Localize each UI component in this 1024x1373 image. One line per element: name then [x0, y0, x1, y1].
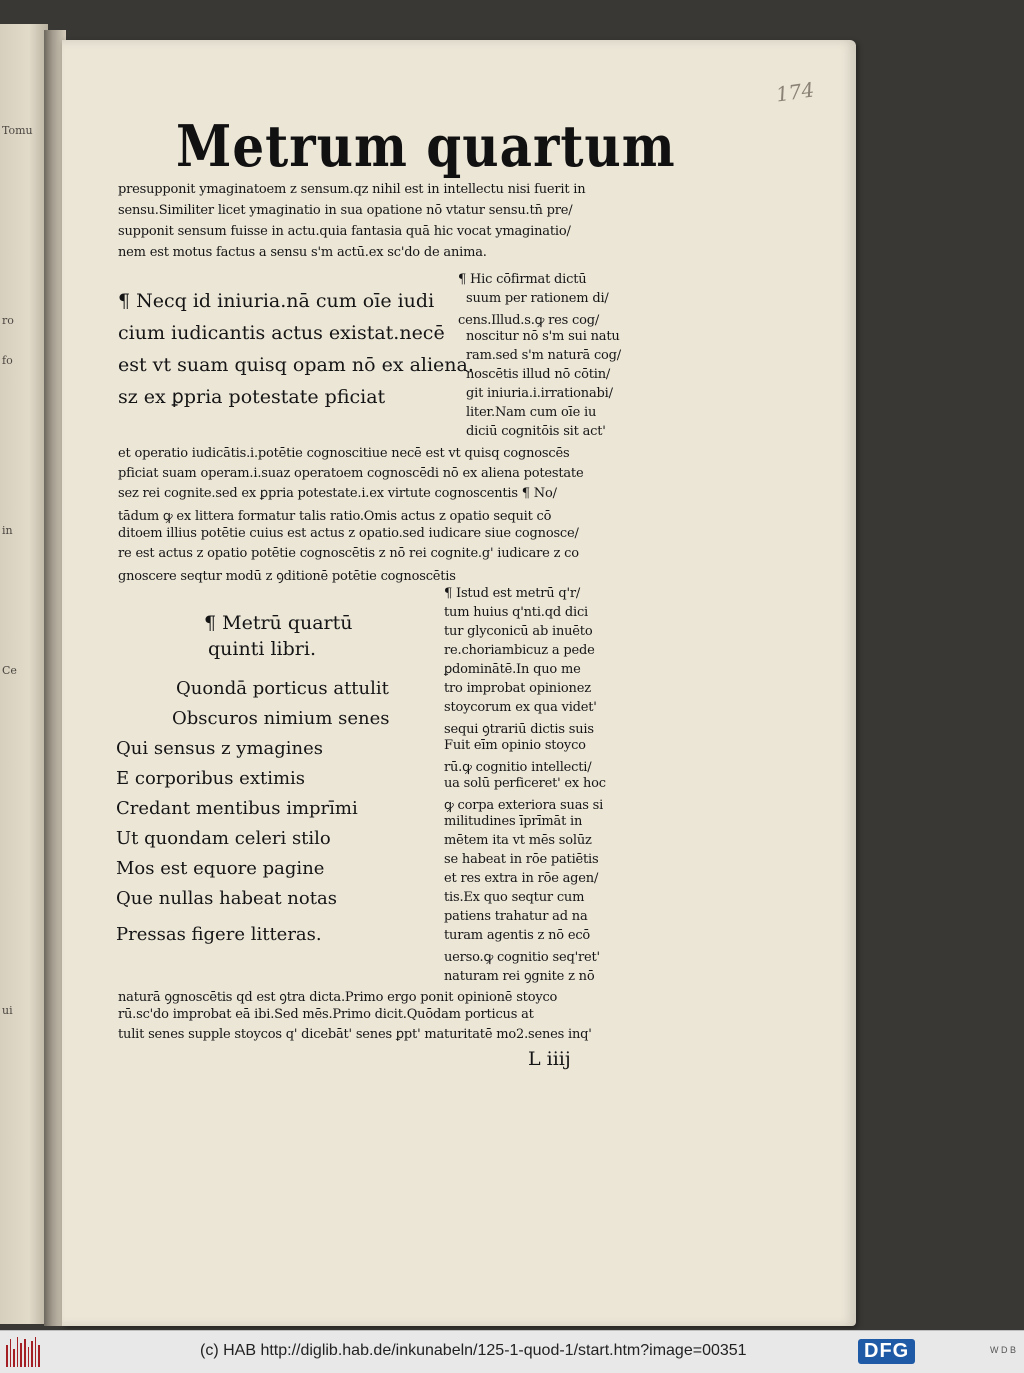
- wdb-label: W D B: [990, 1345, 1016, 1355]
- copyright-link[interactable]: (c) HAB http://diglib.hab.de/inkunabeln/125-1-quod-1/start.htm?image=00351: [200, 1342, 747, 1359]
- commentary-line: sequi ꝯtrariū dictis suis: [444, 722, 594, 737]
- main-text-line: sz ex ꝑpria potestate pficiat: [118, 386, 386, 408]
- intro-line: presupponit ymaginatoem z sensum.qz nihil est in intellectu nisi fuerit in: [118, 182, 586, 197]
- verse-line: Pressas figere litteras.: [116, 924, 322, 945]
- commentary-line: turam agentis z nō ecō: [444, 928, 591, 943]
- commentary-line: rū.ꝙ cognitio intellecti/: [444, 760, 592, 775]
- commentary-line: git iniuria.i.irrationabi/: [466, 386, 613, 401]
- commentary-line: pficiat suam operam.i.suaz operatoem cognoscēdi nō ex aliena potestate: [118, 466, 584, 481]
- prev-page-fragment: in: [2, 524, 13, 537]
- commentary-line: re.choriambicuz a pede: [444, 643, 595, 658]
- commentary-line: gnoscere seqtur modū z ꝯditionē potētie cognoscētis: [118, 569, 456, 584]
- page-title: Metrum quartum: [176, 112, 676, 180]
- commentary-line: et operatio iudicātis.i.potētie cognoscitiue necē est vt quisq cognoscēs: [118, 446, 570, 461]
- commentary-line: uerso.ꝙ cognitio seq'ret': [444, 950, 600, 965]
- commentary-line: ¶ Istud est metrū q'r/: [444, 586, 581, 601]
- commentary-line: noscētis illud nō cōtin/: [466, 367, 611, 382]
- verse-line: E corporibus extimis: [116, 768, 306, 789]
- commentary-line: cens.Illud.s.ꝙ res cog/: [458, 313, 600, 328]
- commentary-line: tādum ꝙ ex littera formatur talis ratio.Omis actus z opatio sequit cō: [118, 509, 552, 524]
- signature-mark: L iiij: [528, 1048, 571, 1070]
- viewer-footer: [0, 1330, 1024, 1373]
- commentary-line: sez rei cognite.sed ex ꝑpria potestate.i.ex virtute cognoscentis ¶ No/: [118, 486, 557, 501]
- commentary-line: tur glyconicū ab inuēto: [444, 624, 593, 639]
- dfg-logo-icon: DFG: [858, 1339, 915, 1364]
- commentary-line: militudines īprīmāt in: [444, 814, 583, 829]
- verse-line: Qui sensus z ymagines: [116, 738, 324, 759]
- commentary-line: rū.sc'do improbat eā ibi.Sed mēs.Primo dicit.Quōdam porticus at: [118, 1007, 534, 1022]
- previous-page-edge: [0, 24, 48, 1324]
- commentary-line: ꝙ corpa exteriora suas si: [444, 798, 604, 813]
- prev-page-fragment: fo: [2, 354, 13, 367]
- library-logo-icon: [6, 1337, 40, 1367]
- commentary-line: naturā ꝯgnoscētis qd est ꝯtra dicta.Primo ergo ponit opinionē stoyco: [118, 990, 558, 1005]
- intro-line: sensu.Similiter licet ymaginatio in sua opatione nō vtatur sensu.tn̄ pre/: [118, 203, 573, 218]
- main-text-line: ¶ Necq id iniuria.nā cum oīe iudi: [118, 290, 435, 312]
- verse-line: Obscuros nimium senes: [172, 708, 390, 729]
- section-heading: ¶ Metrū quartū: [204, 612, 353, 634]
- folio-number: 174: [774, 77, 816, 107]
- commentary-line: ditoem illius potētie cuius est actus z opatio.sed iudicare siue cognosce/: [118, 526, 579, 541]
- main-text-line: est vt suam quisq opam nō ex aliena.: [118, 354, 474, 376]
- commentary-line: Fuit eīm opinio stoyco: [444, 738, 586, 753]
- verse-line: Ut quondam celeri stilo: [116, 828, 331, 849]
- commentary-line: tum huius q'nti.qd dici: [444, 605, 589, 620]
- commentary-line: patiens trahatur ad na: [444, 909, 588, 924]
- commentary-line: ꝑdominātē.In quo me: [444, 662, 581, 677]
- prev-page-fragment: Ce: [2, 664, 17, 677]
- intro-line: nem est motus factus a sensu s'm actū.ex sc'do de anima.: [118, 245, 487, 260]
- commentary-line: naturam rei ꝯgnite z nō: [444, 969, 595, 984]
- commentary-line: se habeat in rōe patiētis: [444, 852, 599, 867]
- verse-line: Quondā porticus attulit: [176, 678, 389, 699]
- main-text-line: cium iudicantis actus existat.necē: [118, 322, 445, 344]
- commentary-line: suum per rationem di/: [466, 291, 609, 306]
- commentary-line: noscitur nō s'm sui natu: [466, 329, 620, 344]
- verse-line: Credant mentibus imprīmi: [116, 798, 358, 819]
- prev-page-fragment: ro: [2, 314, 14, 327]
- commentary-line: stoycorum ex qua videt': [444, 700, 597, 715]
- commentary-line: liter.Nam cum oīe iu: [466, 405, 597, 420]
- commentary-line: tro improbat opinionez: [444, 681, 591, 696]
- intro-line: supponit sensum fuisse in actu.quia fantasia quā hic vocat ymaginatio/: [118, 224, 571, 239]
- verse-line: Mos est equore pagine: [116, 858, 325, 879]
- commentary-line: ua solū perficeret' ex hoc: [444, 776, 606, 791]
- commentary-line: tulit senes supple stoycos q' dicebāt' senes ꝑpt' maturitatē mo2.senes inq': [118, 1027, 592, 1042]
- commentary-line: ram.sed s'm naturā cog/: [466, 348, 621, 363]
- commentary-line: ¶ Hic cōfirmat dictū: [458, 272, 587, 287]
- section-heading: quinti libri.: [208, 638, 316, 660]
- commentary-line: diciū cognitōis sit act': [466, 424, 606, 439]
- commentary-line: mētem ita vt mēs solūz: [444, 833, 592, 848]
- prev-page-fragment: Tomu: [2, 124, 33, 137]
- prev-page-fragment: ui: [2, 1004, 13, 1017]
- commentary-line: tis.Ex quo seqtur cum: [444, 890, 585, 905]
- commentary-line: re est actus z opatio potētie cognoscētis z nō rei cognite.g' iudicare z co: [118, 546, 579, 561]
- commentary-line: et res extra in rōe agen/: [444, 871, 599, 886]
- verse-line: Que nullas habeat notas: [116, 888, 337, 909]
